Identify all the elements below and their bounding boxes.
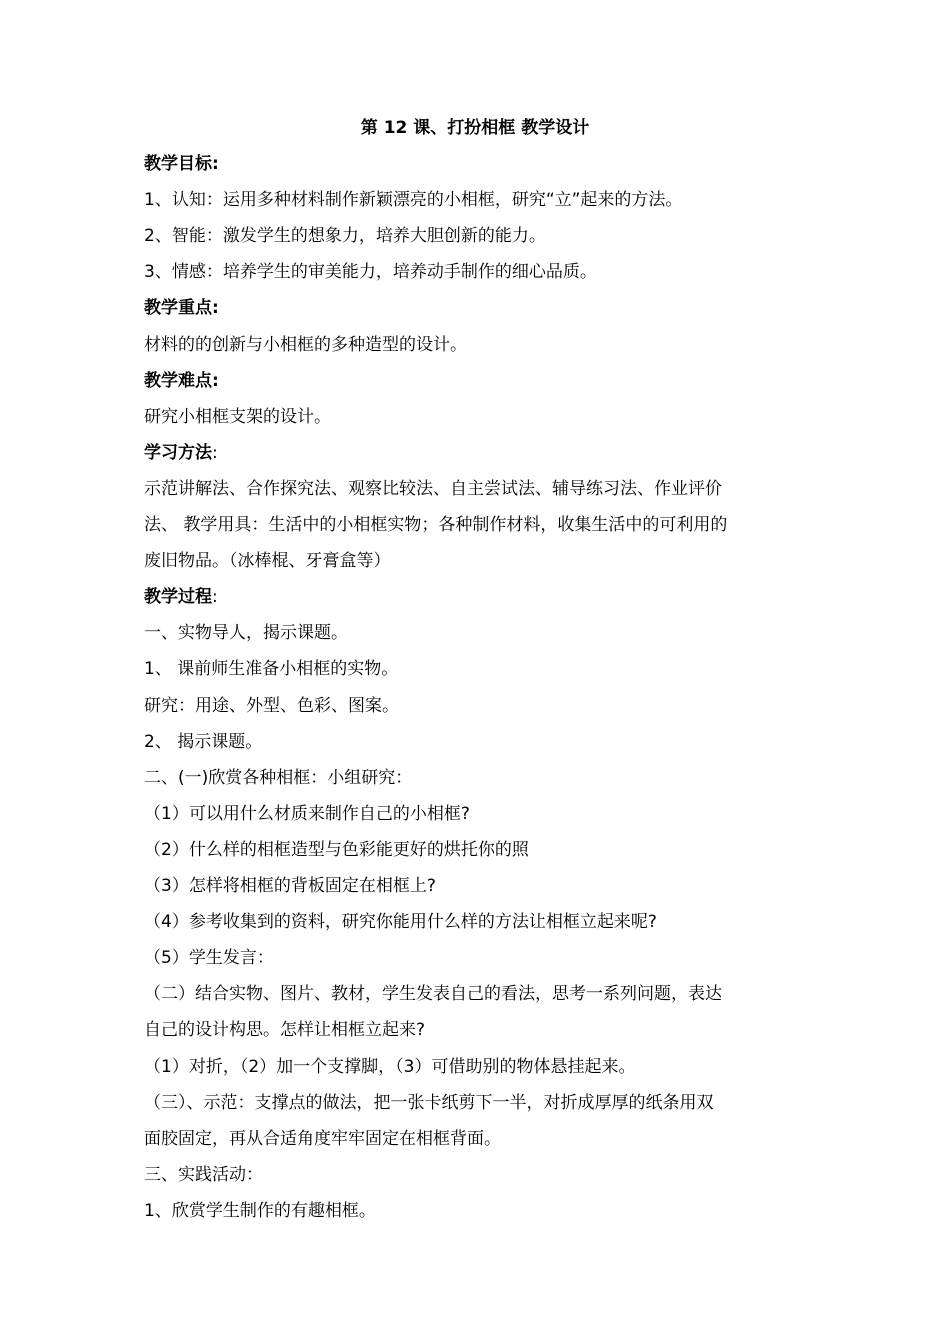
body-text-line: 法、 教学用具：生活中的小相框实物；各种制作材料，收集生活中的可利用的: [144, 515, 728, 535]
section-heading-text: 学习方法: [144, 443, 212, 463]
body-text-line: 研究小相框支架的设计。: [144, 407, 331, 427]
body-text-line: （二）结合实物、图片、教材，学生发表自己的看法，思考一系列问题，表达: [144, 984, 722, 1004]
section-heading: [144, 367, 824, 395]
section-heading-colon: :: [212, 443, 218, 463]
section-heading-text: 教学目标:: [144, 154, 219, 174]
body-text-line: 一、实物导人，揭示课题。: [144, 623, 348, 643]
body-text-line: 面胶固定，再从合适角度牢牢固定在相框背面。: [144, 1129, 501, 1149]
body-text-line: （2）什么样的相框造型与色彩能更好的烘托你的照: [144, 840, 529, 860]
body-text-line: 1、欣赏学生制作的有趣相框。: [144, 1201, 376, 1221]
body-text-line: 研究：用途、外型、色彩、图案。: [144, 696, 399, 716]
section-heading: [144, 150, 824, 178]
section-heading: [144, 439, 824, 467]
body-text-line: 示范讲解法、合作探究法、观察比较法、自主尝试法、辅导练习法、作业评价: [144, 479, 722, 499]
document-title: 第 12 课、打扮相框 教学设计: [360, 118, 590, 138]
body-text-line: （5）学生发言：: [144, 948, 274, 968]
body-text-line: 1、认知：运用多种材料制作新颖漂亮的小相框，研究“立”起来的方法。: [144, 190, 683, 210]
section-heading: [144, 294, 824, 322]
body-text-line: 自己的设计构思。怎样让相框立起来?: [144, 1020, 426, 1040]
section-heading-text: 教学重点:: [144, 298, 219, 318]
section-heading-text: 教学难点:: [144, 371, 219, 391]
body-text-line: 材料的的创新与小相框的多种造型的设计。: [144, 335, 467, 355]
body-text-line: 二、(一)欣赏各种相框：小组研究：: [144, 768, 413, 788]
body-text-line: （4）参考收集到的资料，研究你能用什么样的方法让相框立起来呢?: [144, 912, 657, 932]
body-text-line: 1、 课前师生准备小相框的实物。: [144, 659, 399, 679]
body-text-line: 2、智能：激发学生的想象力，培养大胆创新的能力。: [144, 226, 546, 246]
body-text-line: 废旧物品。（冰棒棍、牙膏盒等）: [144, 551, 391, 571]
body-text-line: （1）对折，（2）加一个支撑脚，（3）可借助别的物体悬挂起来。: [144, 1057, 636, 1077]
body-text-line: 三、实践活动：: [144, 1165, 263, 1185]
section-heading: [144, 583, 824, 611]
body-text-line: （1）可以用什么材质来制作自己的小相框?: [144, 804, 470, 824]
body-text-line: （三）、示范：支撑点的做法，把一张卡纸剪下一半，对折成厚厚的纸条用双: [144, 1093, 714, 1113]
section-heading-text: 教学过程: [144, 587, 212, 607]
body-text-line: 3、情感：培养学生的审美能力，培养动手制作的细心品质。: [144, 262, 597, 282]
body-text-line: （3）怎样将相框的背板固定在相框上?: [144, 876, 436, 896]
body-text-line: 2、 揭示课题。: [144, 732, 263, 752]
section-heading-colon: :: [212, 587, 218, 607]
